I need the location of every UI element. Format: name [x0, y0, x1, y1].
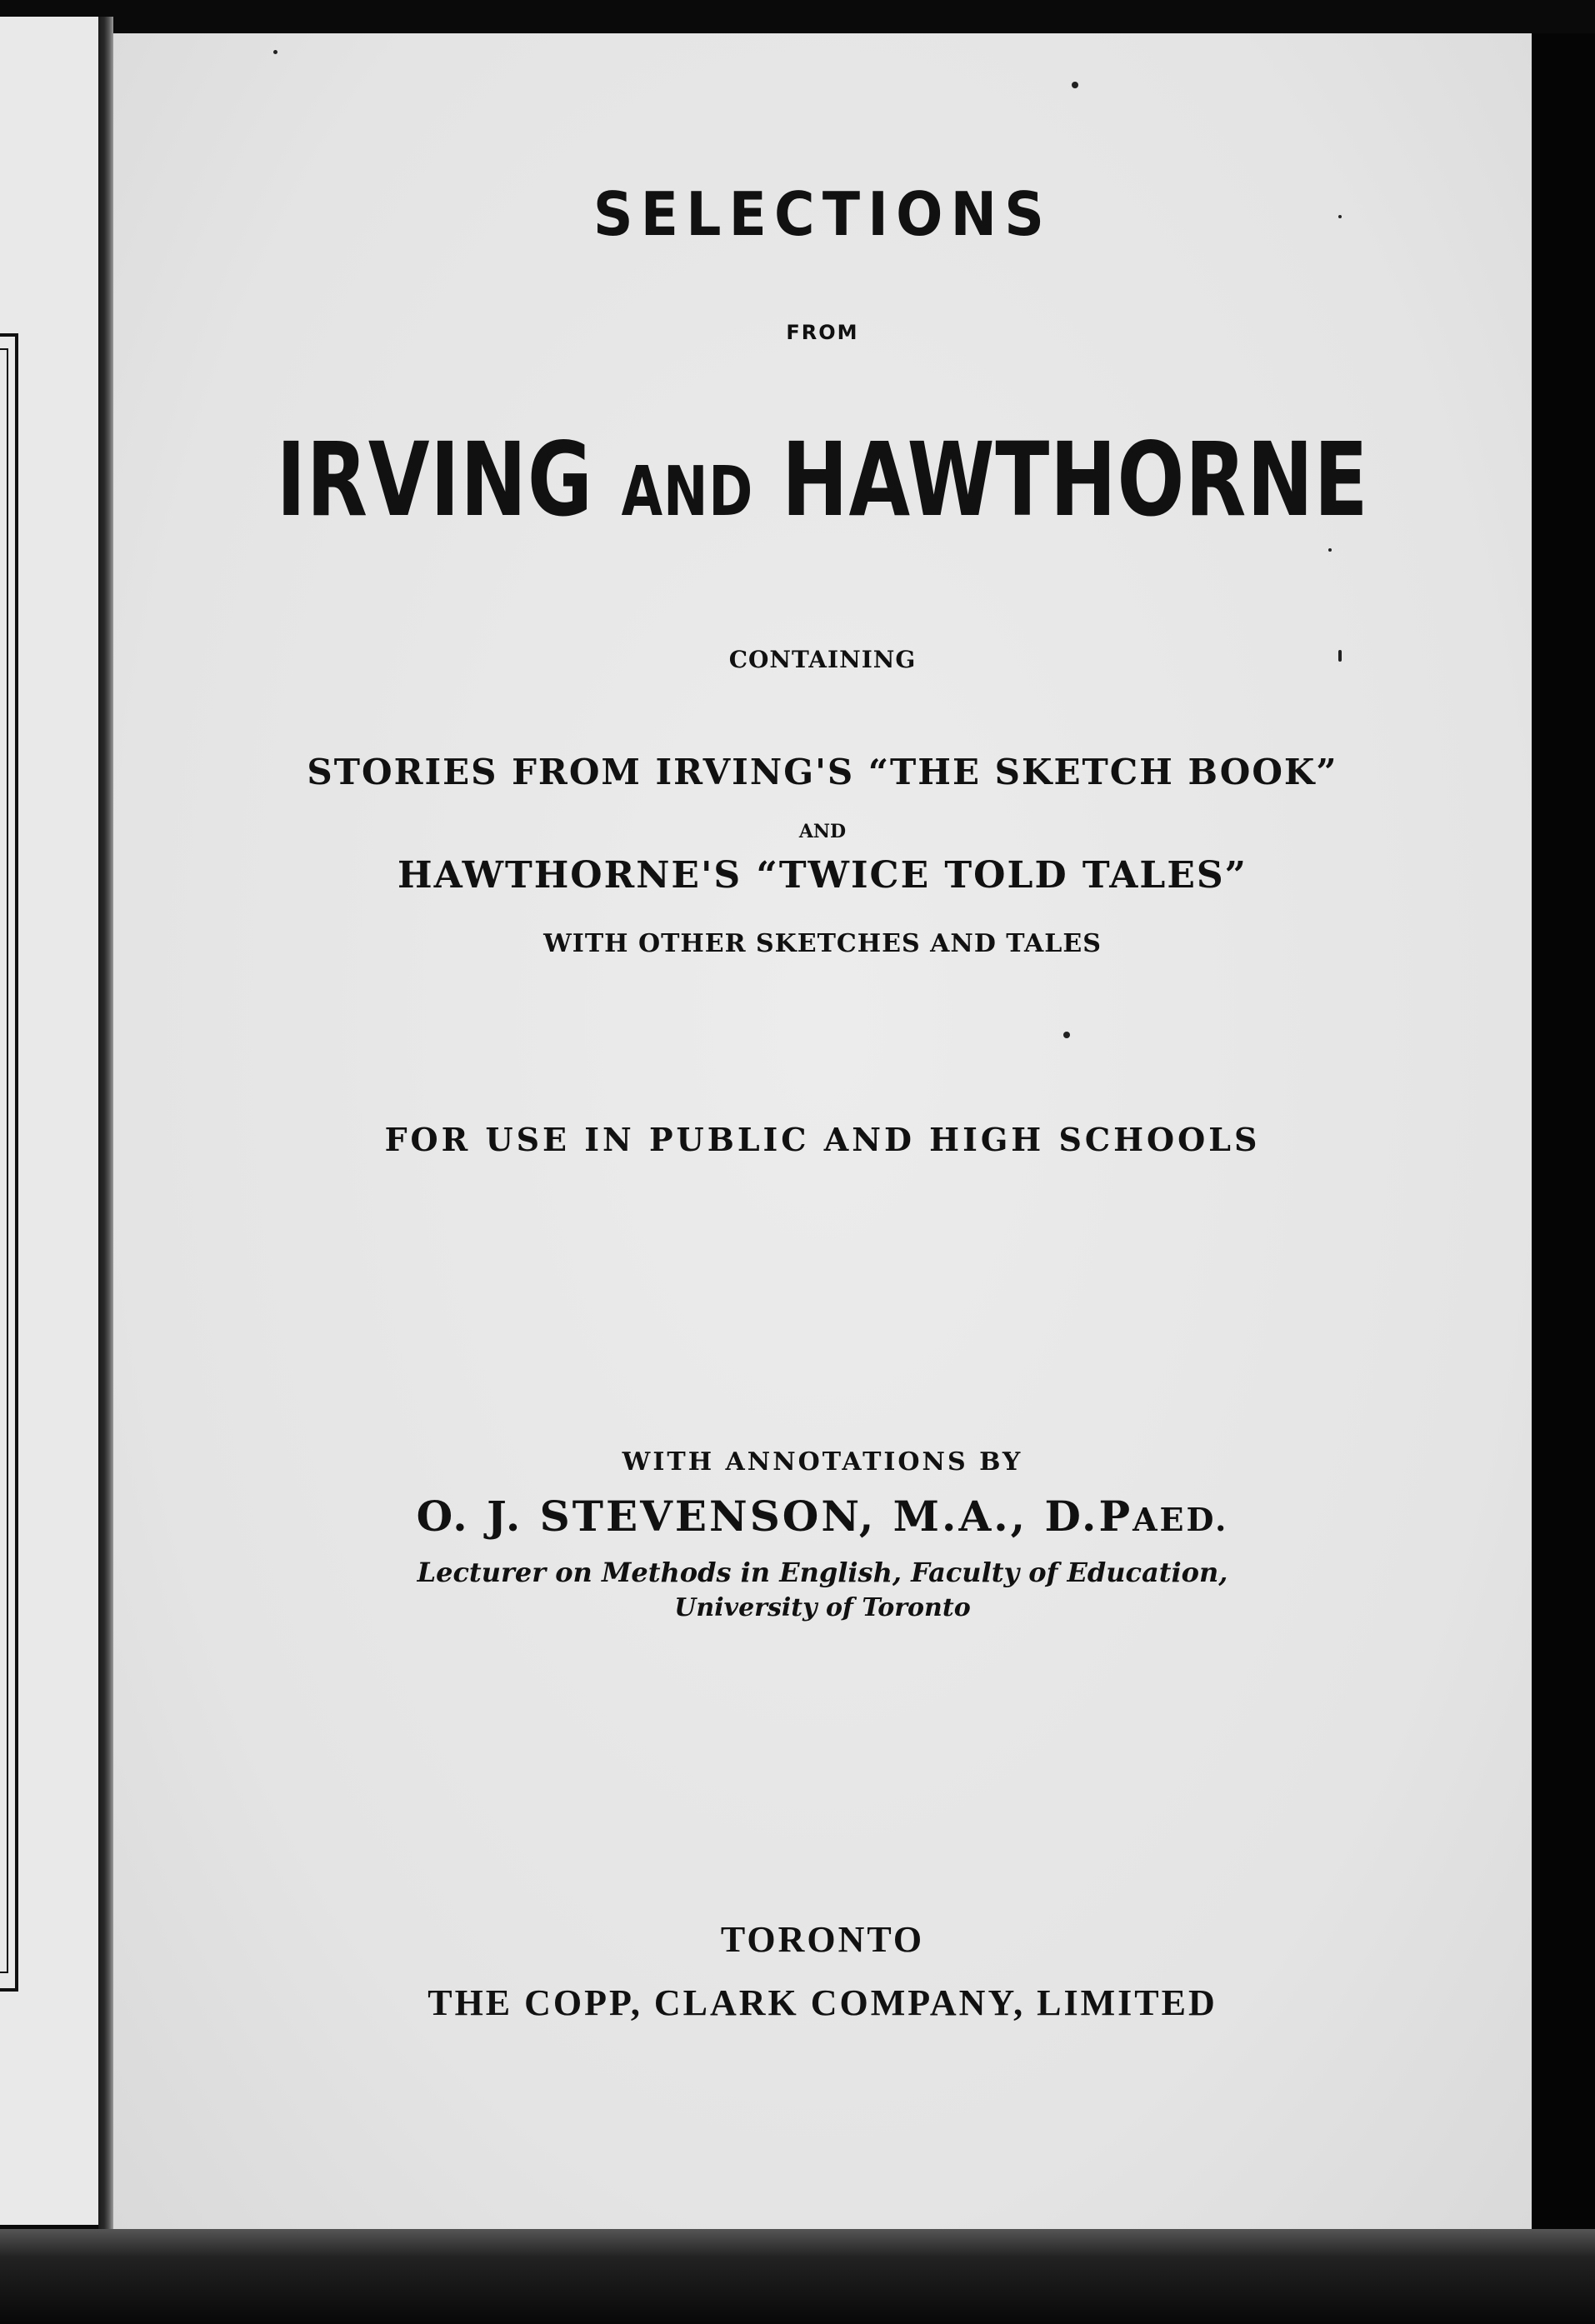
author-name — [113, 1492, 1532, 1541]
word-containing: CONTAINING — [728, 646, 917, 673]
author-name-main: O. J. STEVENSON, M.A., D. — [416, 1492, 1099, 1541]
intended-use: FOR USE IN PUBLIC AND HIGH SCHOOLS — [384, 1121, 1261, 1158]
speck — [1328, 548, 1332, 552]
speck — [1338, 215, 1342, 218]
main-title-and: AND — [621, 452, 754, 532]
author-university: University of Toronto — [674, 1593, 971, 1622]
main-title-hawthorne: HAWTHORNE — [782, 421, 1369, 539]
word-and: AND — [798, 821, 847, 842]
speck — [1072, 82, 1078, 88]
author-role: Lecturer on Methods in English, Faculty of Education, — [417, 1557, 1228, 1588]
main-title — [269, 421, 1376, 539]
contents-other-sketches: WITH OTHER SKETCHES AND TALES — [543, 929, 1102, 958]
contents-twice-told-tales: HAWTHORNE'S “TWICE TOLD TALES” — [398, 854, 1248, 897]
facing-page-inner-border — [0, 348, 8, 1973]
publisher-name: THE COPP, CLARK COMPANY, LIMITED — [428, 1982, 1218, 2023]
author-degree-initial: P — [1098, 1492, 1133, 1541]
main-title-irving: IRVING — [276, 421, 593, 539]
word-from: FROM — [786, 321, 859, 344]
publication-city: TORONTO — [720, 1919, 925, 1960]
title-page — [113, 33, 1532, 2229]
contents-sketch-book: STORIES FROM IRVING'S “THE SKETCH BOOK” — [307, 752, 1338, 792]
facing-page-edge — [0, 17, 100, 2225]
right-scan-border — [1532, 33, 1595, 2233]
heading-selections: SELECTIONS — [592, 179, 1052, 249]
annotations-by: WITH ANNOTATIONS BY — [622, 1447, 1023, 1477]
speck — [1063, 1032, 1070, 1038]
author-degree-rest: AED. — [1132, 1501, 1229, 1538]
book-gutter — [98, 17, 113, 2233]
speck — [273, 50, 278, 54]
bottom-scan-border — [0, 2229, 1595, 2324]
speck — [1338, 650, 1342, 662]
